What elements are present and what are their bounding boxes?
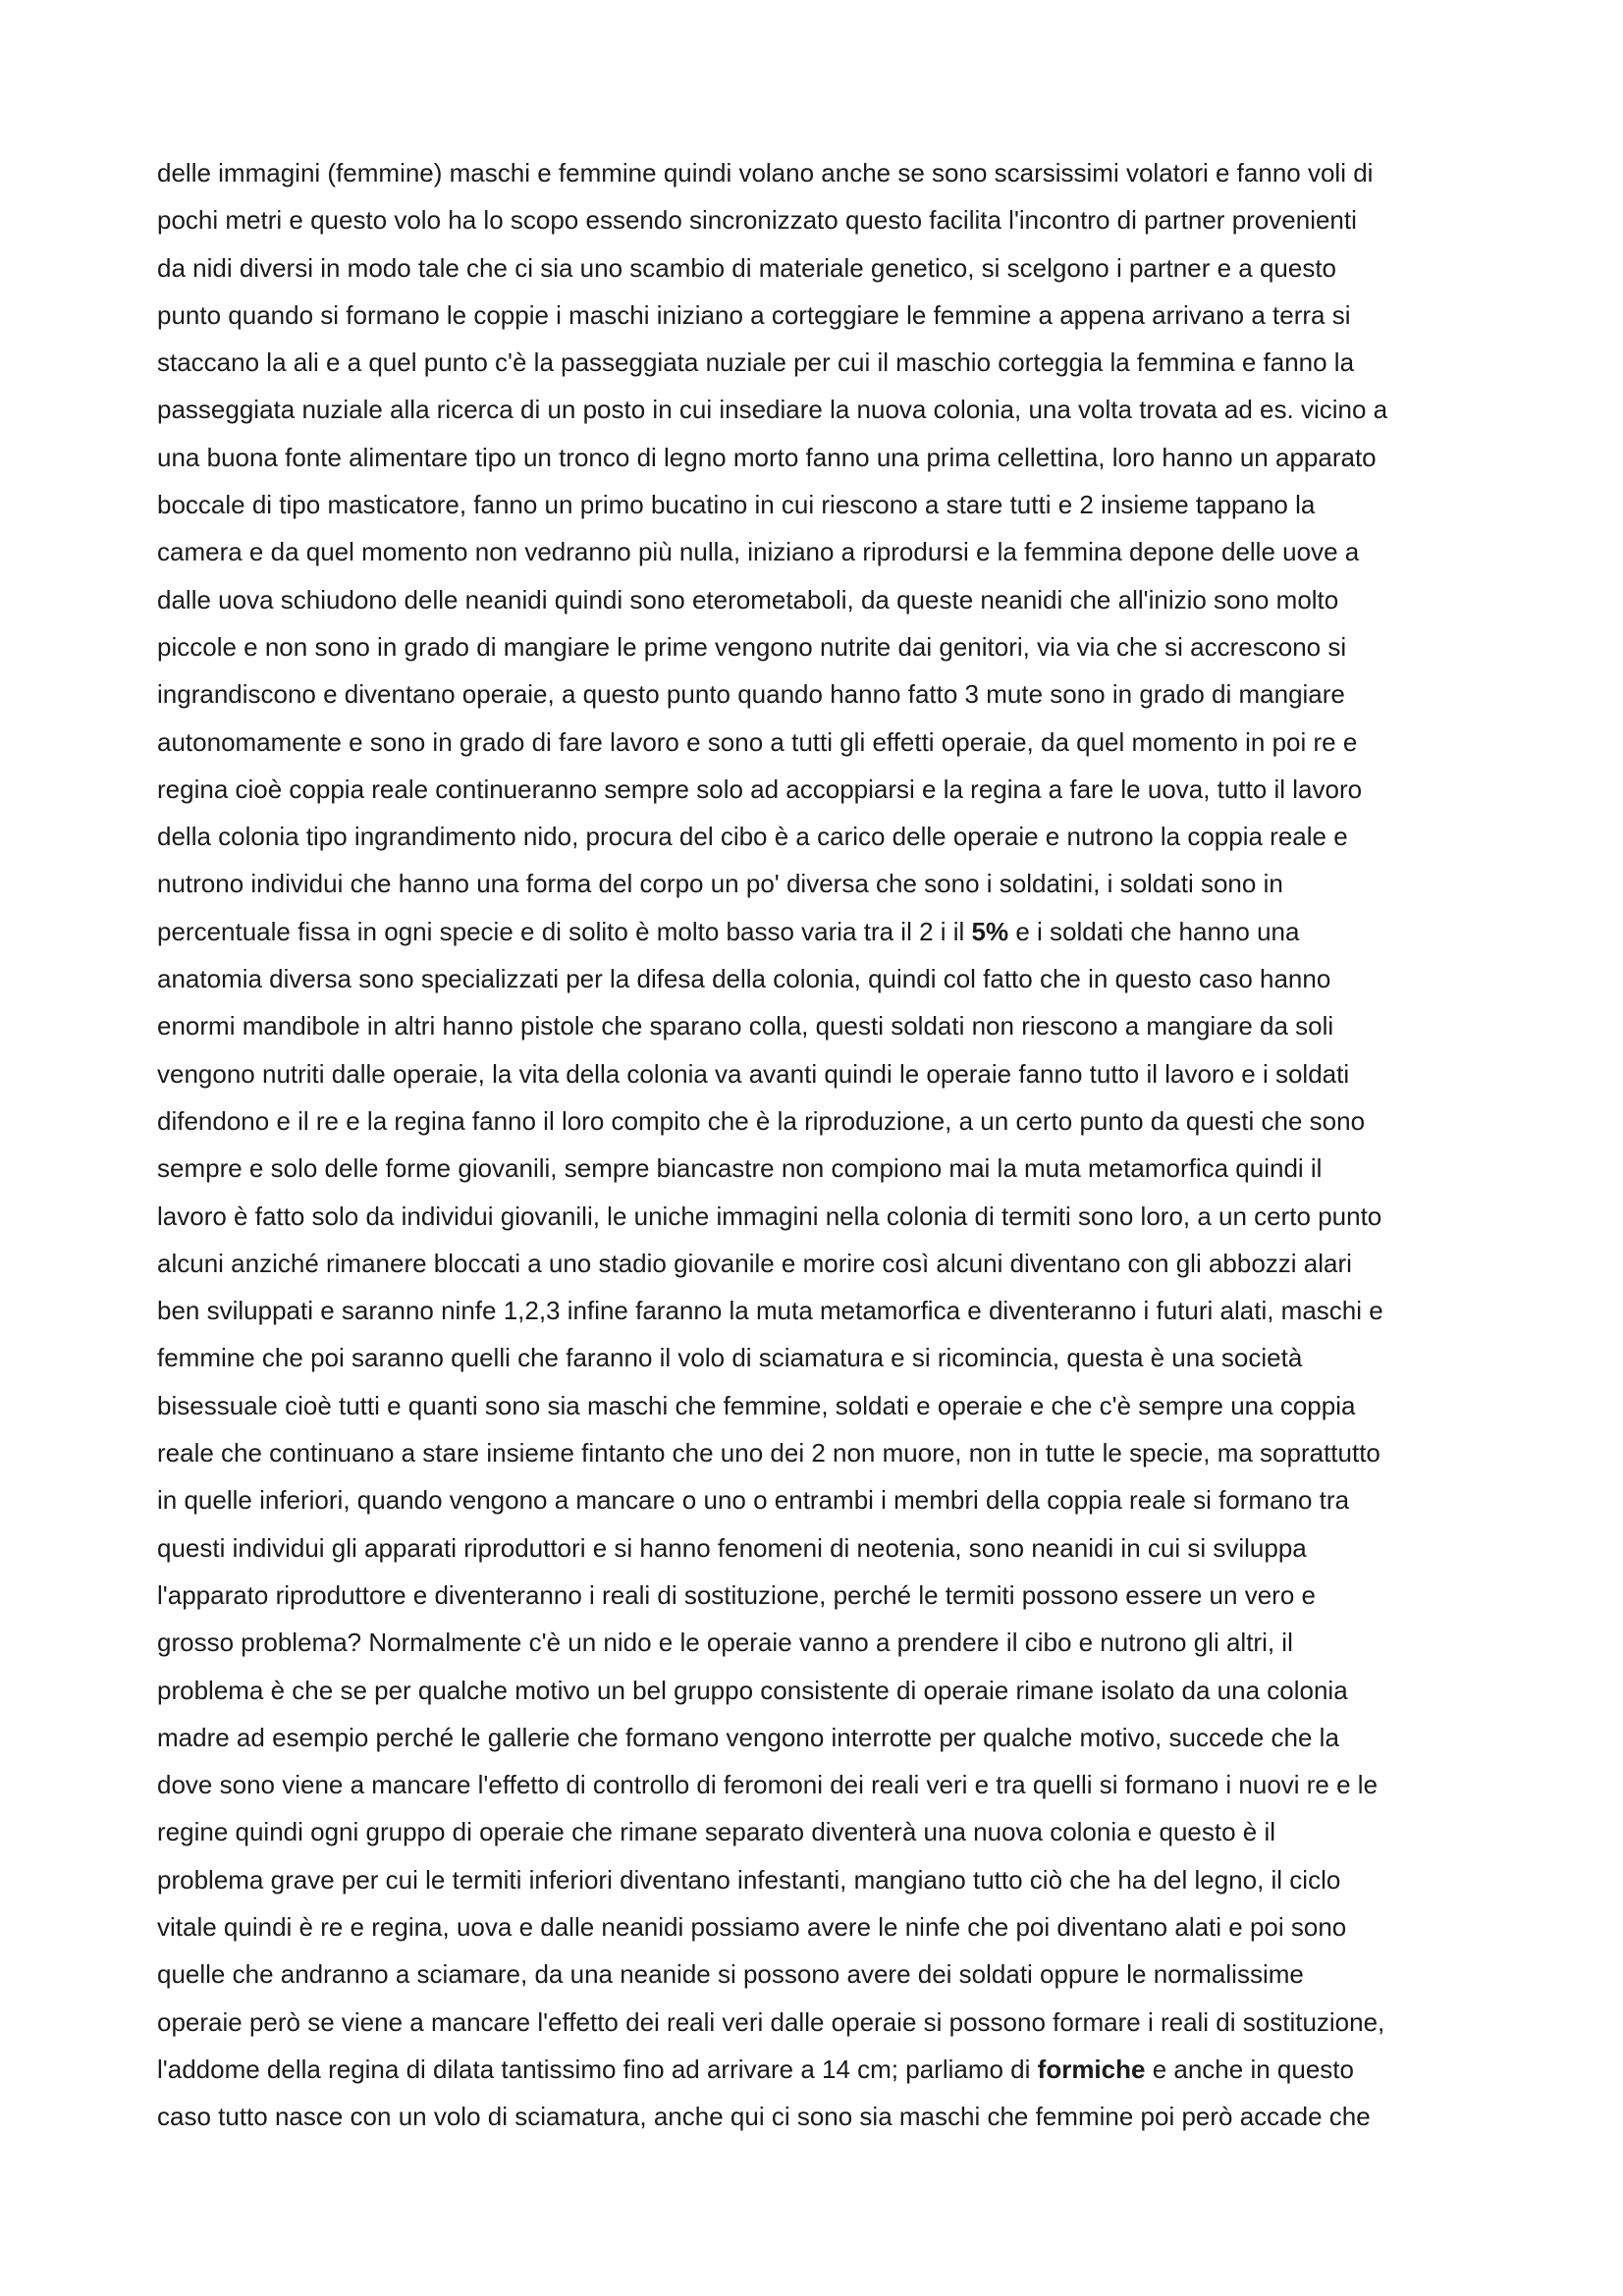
line-text: percentuale fissa in ogni specie e di solito è molto basso varia tra il 2 i il — [157, 916, 972, 946]
bold-percentage: 5% — [971, 916, 1009, 946]
text-line: bisessuale cioè tutti e quanti sono sia maschi che femmine, soldati e operaie e che c'è sempre una coppia — [157, 1390, 1356, 1420]
text-line: grosso problema? Normalmente c'è un nido e le operaie vanno a prendere il cibo e nutrono gli altri, il — [157, 1628, 1293, 1658]
text-line: regine quindi ogni gruppo di operaie che rimane separato diventerà una nuova colonia e questo è il — [157, 1817, 1276, 1847]
line-text-tail: e i soldati che hanno una — [1008, 916, 1300, 946]
document-body — [157, 149, 1478, 2140]
text-line: autonomamente e sono in grado di fare lavoro e sono a tutti gli effetti operaie, da quel momento in poi re e — [157, 726, 1358, 757]
text-line: camera e da quel momento non vedranno più nulla, iniziano a riprodursi e la femmina depone delle uove a — [157, 537, 1360, 567]
text-line: nutrono individui che hanno una forma del corpo un po' diversa che sono i soldatini, i soldati sono in — [157, 869, 1283, 899]
text-line: in quelle inferiori, quando vengono a mancare o uno o entrambi i membri della coppia reale si formano tra — [157, 1485, 1350, 1516]
line-text-tail: e anche in questo — [1145, 2054, 1354, 2084]
text-line: punto quando si formano le coppie i maschi iniziano a corteggiare le femmine a appena arrivano a terra si — [157, 299, 1351, 330]
text-line: piccole e non sono in grado di mangiare le prime vengono nutrite dai genitori, via via che si accrescono si — [157, 631, 1347, 662]
text-line: una buona fonte alimentare tipo un tronco di legno morto fanno una prima cellettina, loro hanno un apparato — [157, 442, 1377, 472]
text-line: quelle che andranno a sciamare, da una neanide si possono avere dei soldati oppure le normalissime — [157, 1959, 1304, 1990]
text-line: della colonia tipo ingrandimento nido, procura del cibo è a carico delle operaie e nutrono la coppia reale e — [157, 822, 1348, 852]
text-line: problema grave per cui le termiti inferiori diventano infestanti, mangiano tutto ciò che ha del legno, il ciclo — [157, 1864, 1341, 1895]
bold-term-formiche: formiche — [1037, 2054, 1146, 2084]
text-line: enormi mandibole in altri hanno pistole che sparano colla, questi soldati non riescono a mangiare da soli — [157, 1011, 1334, 1041]
text-line: lavoro è fatto solo da individui giovanili, le uniche immagini nella colonia di termiti sono loro, a un certo punto — [157, 1201, 1382, 1231]
text-line: da nidi diversi in modo tale che ci sia uno scambio di materiale genetico, si scelgono i partner e a questo — [157, 252, 1337, 283]
text-line: ingrandiscono e diventano operaie, a questo punto quando hanno fatto 3 mute sono in grado di mangiare — [157, 679, 1345, 710]
text-line: regina cioè coppia reale continueranno sempre solo ad accoppiarsi e la regina a fare le uova, tutto il lavoro — [157, 774, 1363, 804]
text-line: sempre e solo delle forme giovanili, sempre biancastre non compiono mai la muta metamorfica quindi il — [157, 1153, 1323, 1184]
text-line: problema è che se per qualche motivo un bel gruppo consistente di operaie rimane isolato da una colonia — [157, 1675, 1348, 1705]
text-line: vengono nutriti dalle operaie, la vita della colonia va avanti quindi le operaie fanno tutto il lavoro e i soldati — [157, 1058, 1350, 1089]
text-line: anatomia diversa sono specializzati per la difesa della colonia, quindi col fatto che in questo caso hanno — [157, 964, 1331, 994]
text-line: boccale di tipo masticatore, fanno un primo bucatino in cui riescono a stare tutti e 2 insieme tappano la — [157, 490, 1316, 520]
line-text: l'addome della regina di dilata tantissimo fino ad arrivare a 14 cm; parliamo di — [157, 2054, 1038, 2084]
text-line: passeggiata nuziale alla ricerca di un posto in cui insediare la nuova colonia, una volta trovata ad es. vicino a — [157, 395, 1388, 425]
text-line-with-bold — [157, 2046, 1478, 2093]
text-line: l'apparato riproduttore e diventeranno i reali di sostituzione, perché le termiti possono essere un vero e — [157, 1579, 1316, 1610]
text-line: pochi metri e questo volo ha lo scopo essendo sincronizzato questo facilita l'incontro di partner provenienti — [157, 205, 1357, 236]
text-line: staccano la ali e a quel punto c'è la passeggiata nuziale per cui il maschio corteggia la femmina e fanno la — [157, 347, 1355, 378]
text-line: vitale quindi è re e regina, uova e dalle neanidi possiamo avere le ninfe che poi diventano alati e poi sono — [157, 1911, 1347, 1942]
text-line: reale che continuano a stare insieme fintanto che uno dei 2 non muore, non in tutte le specie, ma soprattutto — [157, 1438, 1380, 1468]
text-line: dove sono viene a mancare l'effetto di controllo di feromoni dei reali veri e tra quelli si formano i nuovi re e le — [157, 1770, 1379, 1800]
text-line-with-bold — [157, 908, 1478, 955]
text-line: difendono e il re e la regina fanno il loro compito che è la riproduzione, a un certo punto da questi che sono — [157, 1105, 1366, 1136]
text-line: questi individui gli apparati riproduttori e si hanno fenomeni di neotenia, sono neanidi in cui si sviluppa — [157, 1532, 1307, 1563]
text-line: madre ad esempio perché le gallerie che formano vengono interrotte per qualche motivo, succede che la — [157, 1722, 1339, 1752]
text-line: femmine che poi saranno quelli che faranno il volo di sciamatura e si ricomincia, questa è una società — [157, 1343, 1303, 1373]
text-line: caso tutto nasce con un volo di sciamatura, anche qui ci sono sia maschi che femmine poi però accade che — [157, 2102, 1371, 2132]
text-line: ben sviluppati e saranno ninfe 1,2,3 infine faranno la muta metamorfica e diventeranno i futuri alati, maschi e — [157, 1296, 1383, 1326]
text-line: alcuni anziché rimanere bloccati a uno stadio giovanile e morire così alcuni diventano con gli abbozzi alari — [157, 1248, 1352, 1278]
text-line: dalle uova schiudono delle neanidi quindi sono eterometaboli, da queste neanidi che all'inizio sono molto — [157, 584, 1339, 614]
text-line: delle immagini (femmine) maschi e femmine quindi volano anche se sono scarsissimi volatori e fanno voli di — [157, 158, 1374, 187]
text-line: operaie però se viene a mancare l'effetto dei reali veri dalle operaie si possono formare i reali di sostituzione, — [157, 2006, 1385, 2037]
